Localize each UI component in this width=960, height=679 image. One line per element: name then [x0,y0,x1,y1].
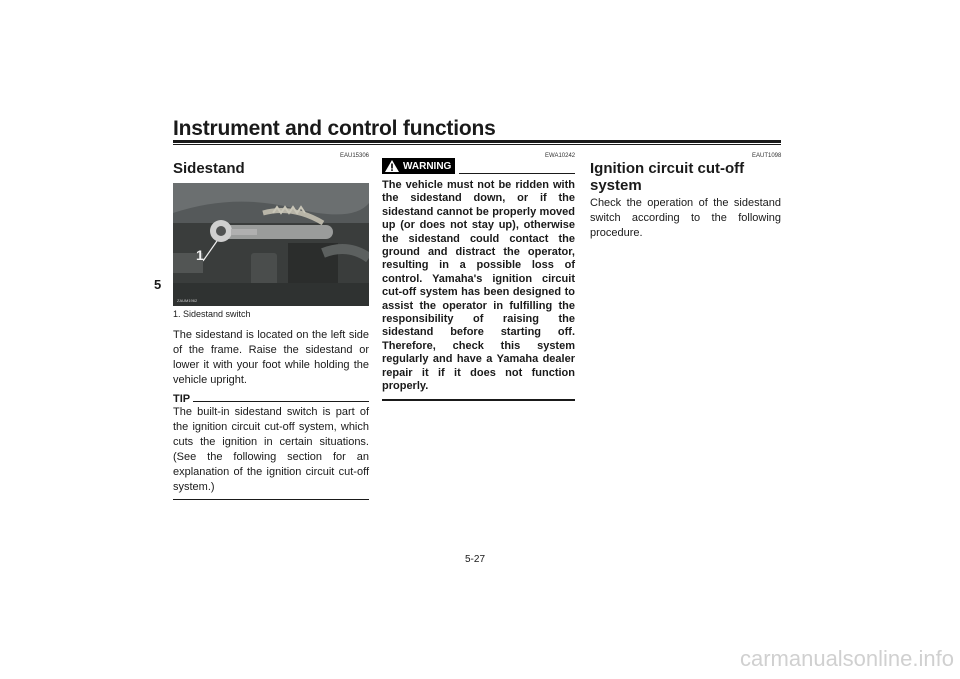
column-ignition-cutoff [590,150,781,241]
tip-end-rule [173,499,369,500]
column-warning [382,150,575,401]
tip-text: The built-in sidestand switch is part of the ignition circuit cut-off system, which cuts the ignition in certain situations. (See the following section for an explanation of the ignition circuit cut-off system.) [173,406,369,493]
section-title-sidestand: Sidestand [173,160,245,177]
sidestand-body-text: The sidestand is located on the left side of the frame. Raise the sidestand or lower it with your foot while holding the vehicle upright. [173,329,369,386]
warning-heading-rule [459,173,575,174]
tip-heading [173,393,369,405]
header-rule-thin [173,144,781,145]
column-sidestand [173,150,369,500]
section-title-ignition-cutoff: Ignition circuit cut-off system [590,160,745,194]
col1-code: EAU15306 [340,153,370,159]
photo-caption: 1. Sidestand switch [173,309,251,319]
photo-callout-number: 1 [196,247,204,263]
tip-label: TIP [173,393,191,405]
chapter-tab [0,265,22,297]
col3-code: EAUT1098 [752,153,782,159]
col2-code: EWA10242 [545,153,576,159]
warning-badge [382,158,455,174]
page-header-title: Instrument and control functions [173,117,496,140]
photo-code: ZAUM1962 [177,298,198,303]
site-watermark: carmanualsonline.info [739,646,954,671]
warning-label: WARNING [403,160,452,172]
sidestand-photo-art [173,183,369,306]
warning-triangle-icon [385,160,399,172]
chapter-tab-label: 5 [154,277,162,292]
tip-heading-rule [193,401,369,402]
sidestand-photo [173,183,369,306]
page-number: 5-27 [465,554,486,565]
header-rule [173,140,781,143]
warning-end-rule [382,399,575,401]
ignition-cutoff-body-text: Check the operation of the sidestand switch according to the following procedure. [590,197,781,239]
chapter-tab-shape [0,265,14,297]
warning-heading [382,158,575,174]
warning-text: The vehicle must not be ridden with the sidestand down, or if the sidestand cannot be properly moved up (or does not stay up), otherwise the sidestand could contact the ground and distract the operator, resulting in a possible loss of control. Yamaha's ignition circuit cut-off system has been designed to assist the operator in fulfilling the responsibility of raising the sidestand before starting off. Therefore, check this system regularly and have a Yamaha dealer repair it if it does not function properly. [382,179,575,393]
